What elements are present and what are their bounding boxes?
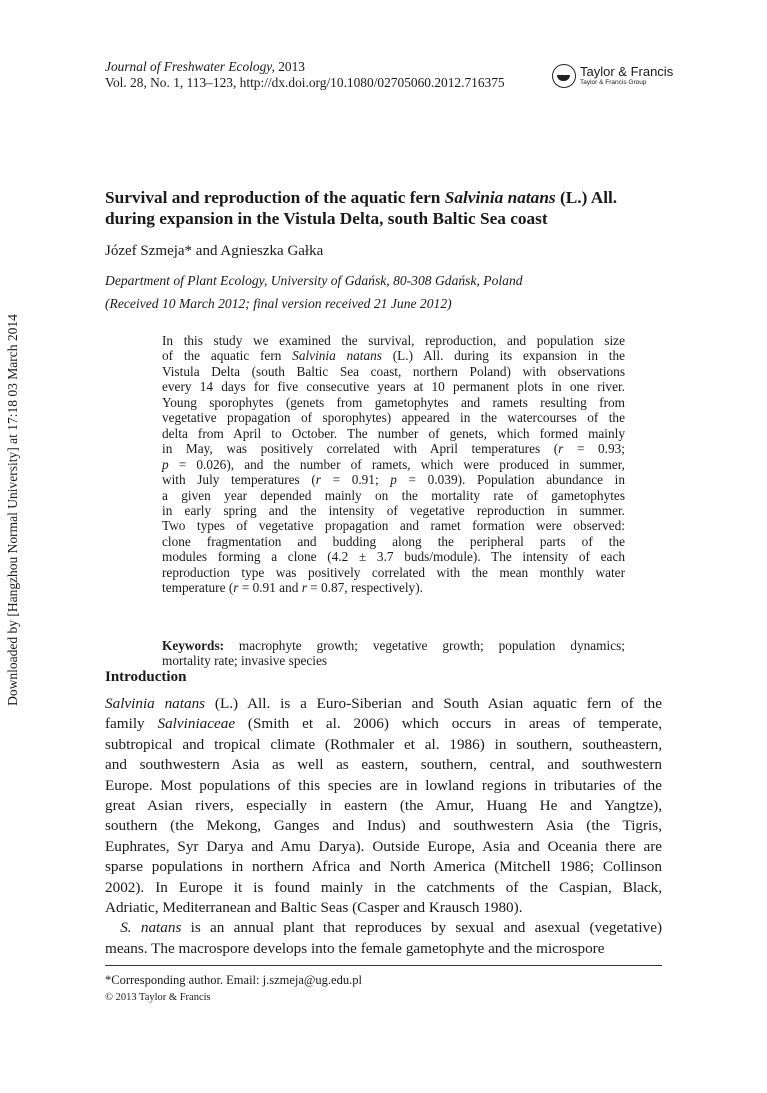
text-line bbox=[105, 208, 665, 229]
text-segment: = 0.93; bbox=[563, 441, 625, 457]
text-line bbox=[162, 488, 625, 503]
journal-year: 2013 bbox=[274, 59, 305, 74]
text-segment: S. natans bbox=[105, 919, 182, 937]
text-line bbox=[105, 918, 662, 938]
text-segment: every 14 days for five consecutive years at 10 permanent plots in one river. bbox=[162, 379, 625, 395]
affiliation: Department of Plant Ecology, University of Gdańsk, 80-308 Gdańsk, Poland bbox=[105, 273, 523, 288]
text-segment: Vistula Delta (south Baltic Sea coast, northern Poland) with observations bbox=[162, 363, 625, 379]
text-segment: Two types of vegetative propagation and ramet formation were observed: bbox=[162, 518, 625, 534]
text-line bbox=[162, 503, 625, 518]
abstract bbox=[162, 333, 625, 596]
publisher-group: Taylor & Francis Group bbox=[580, 79, 647, 86]
text-segment: reproduction type was positively correlated with the mean monthly water bbox=[162, 564, 625, 580]
text-segment: and southwestern Asia as well as eastern, southern, central, and southwestern bbox=[105, 756, 662, 774]
text-line bbox=[162, 580, 625, 595]
text-line bbox=[105, 735, 662, 755]
text-segment: during expansion in the Vistula Delta, south Baltic Sea coast bbox=[105, 209, 548, 228]
publisher-name: Taylor & Francis bbox=[580, 64, 674, 79]
text-segment: mortality rate; invasive species bbox=[162, 653, 328, 669]
text-segment: Salvinia natans bbox=[292, 348, 382, 364]
text-line bbox=[162, 441, 625, 456]
text-line bbox=[162, 565, 625, 580]
text-line bbox=[105, 837, 662, 857]
text-line bbox=[162, 518, 625, 533]
text-line bbox=[162, 395, 625, 410]
text-line bbox=[162, 348, 625, 363]
lamp-icon bbox=[552, 64, 576, 88]
text-segment: Salvinia natans bbox=[444, 188, 556, 207]
received-dates: (Received 10 March 2012; final version received 21 June 2012) bbox=[105, 296, 452, 311]
text-line bbox=[105, 857, 662, 877]
text-segment: a given year depended mainly on the mortality rate of gametophytes bbox=[162, 487, 625, 503]
text-line bbox=[105, 816, 662, 836]
text-line bbox=[105, 776, 662, 796]
text-segment: r bbox=[315, 472, 321, 488]
text-segment: temperature ( bbox=[162, 580, 234, 596]
doi-citation[interactable]: Vol. 28, No. 1, 113–123, http://dx.doi.org/10.1080/02705060.2012.716375 bbox=[105, 75, 505, 90]
text-line bbox=[105, 878, 662, 898]
text-segment: is an annual plant that reproduces by sexual and asexual (vegetative) bbox=[181, 919, 662, 937]
text-segment: Europe. Most populations of this species are in lowland regions in tributaries of the bbox=[105, 776, 662, 794]
text-segment: = 0.87, respectively). bbox=[306, 580, 423, 596]
text-line bbox=[105, 187, 665, 208]
text-segment: family bbox=[105, 715, 158, 733]
text-segment: southern (the Mekong, Ganges and Indus) and southwestern Asia (the Tigris, bbox=[105, 817, 662, 835]
corresponding-author-note: *Corresponding author. Email: j.szmeja@ug.edu.pl bbox=[105, 973, 362, 987]
text-line bbox=[105, 694, 662, 714]
text-segment: In this study we examined the survival, reproduction, and population size bbox=[162, 333, 625, 348]
text-segment: modules forming a clone (4.2 ± 3.7 buds/module). The intensity of each bbox=[162, 549, 625, 565]
journal-name: Journal of Freshwater Ecology, bbox=[105, 59, 275, 74]
text-line bbox=[105, 796, 662, 816]
text-segment: Salviniaceae bbox=[157, 715, 236, 733]
text-segment: Adriatic, Mediterranean and Baltic Seas (Casper and Krausch 1980). bbox=[105, 899, 523, 917]
text-segment: Keywords: bbox=[162, 638, 225, 653]
text-line bbox=[162, 653, 625, 668]
text-segment: (L.) All. is a Euro-Siberian and South Asian aquatic fern of the bbox=[205, 695, 663, 712]
text-segment: macrophyte growth; vegetative growth; population dynamics; bbox=[224, 638, 625, 653]
text-line bbox=[162, 457, 625, 472]
text-segment: (L.) All. bbox=[555, 188, 618, 207]
download-watermark: Downloaded by [Hangzhou Normal University] at 17:18 03 March 2014 bbox=[5, 314, 20, 706]
text-segment: r bbox=[233, 580, 239, 596]
text-segment: subtropical and tropical climate (Rothmaler et al. 1986) in southern, southeastern, bbox=[105, 735, 662, 753]
text-line bbox=[162, 379, 625, 394]
text-line bbox=[162, 549, 625, 564]
text-segment: sparse populations in northern Africa and North America (Mitchell 1986; Collinson bbox=[105, 858, 662, 876]
text-segment: p bbox=[390, 472, 397, 488]
text-segment: Salvinia natans bbox=[105, 695, 206, 712]
text-line bbox=[105, 898, 662, 918]
footnotes bbox=[105, 972, 362, 1006]
publisher-logo bbox=[552, 64, 673, 88]
text-segment: (Smith et al. 2006) which occurs in areas of temperate, bbox=[235, 715, 662, 733]
text-line bbox=[105, 755, 662, 775]
text-segment: Young sporophytes (genets from gametophytes and ramets resulting from bbox=[162, 394, 625, 410]
section-heading-introduction: Introduction bbox=[105, 669, 187, 685]
text-line bbox=[162, 333, 625, 348]
text-segment: = 0.91 and bbox=[238, 580, 302, 596]
text-segment: Euphrates, Syr Darya and Amu Darya). Outside Europe, Asia and Oceania there are bbox=[105, 837, 662, 855]
text-segment: in early spring and the intensity of vegetative reproduction in summer. bbox=[162, 502, 625, 518]
text-line bbox=[162, 534, 625, 549]
text-segment: r bbox=[558, 441, 564, 457]
text-line bbox=[162, 638, 625, 653]
text-segment: of the aquatic fern bbox=[162, 348, 293, 364]
text-line bbox=[162, 426, 625, 441]
text-segment: vegetative propagation of sporophytes) appeared in the watercourses of the bbox=[162, 410, 625, 426]
copyright: © 2013 Taylor & Francis bbox=[105, 992, 211, 1003]
authors: Józef Szmeja* and Agnieszka Gałka bbox=[105, 243, 324, 259]
journal-header bbox=[105, 59, 505, 91]
text-segment: means. The macrospore develops into the female gametophyte and the microspore bbox=[105, 939, 605, 957]
keywords bbox=[162, 638, 625, 669]
text-segment: = 0.026), and the number of ramets, which were produced in summer, bbox=[168, 456, 625, 472]
text-line bbox=[105, 939, 662, 959]
article-title bbox=[105, 187, 665, 229]
text-line bbox=[105, 714, 662, 734]
footnote-divider bbox=[105, 965, 662, 966]
text-segment: clone fragmentation and budding along the peripheral parts of the bbox=[162, 533, 625, 549]
text-segment: = 0.91; bbox=[320, 472, 391, 488]
text-line bbox=[162, 410, 625, 425]
text-segment: delta from April to October. The number of genets, which formed mainly bbox=[162, 425, 625, 441]
text-line bbox=[162, 364, 625, 379]
text-segment: = 0.039). Population abundance in bbox=[396, 472, 626, 488]
text-segment: r bbox=[301, 580, 307, 596]
body-text bbox=[105, 694, 662, 959]
text-segment: with July temperatures ( bbox=[162, 472, 316, 488]
text-segment: great Asian rivers, especially in eastern (the Amur, Huang He and Yangtze), bbox=[105, 797, 662, 815]
text-segment: 2002). In Europe it is found mainly in the catchments of the Caspian, Black, bbox=[105, 878, 662, 896]
text-segment: (L.) All. during its expansion in the bbox=[381, 348, 625, 364]
text-segment: p bbox=[162, 456, 169, 472]
text-line bbox=[162, 472, 625, 487]
text-segment: in May, was positively correlated with April temperatures ( bbox=[162, 441, 559, 457]
text-segment: Survival and reproduction of the aquatic fern bbox=[105, 188, 445, 207]
